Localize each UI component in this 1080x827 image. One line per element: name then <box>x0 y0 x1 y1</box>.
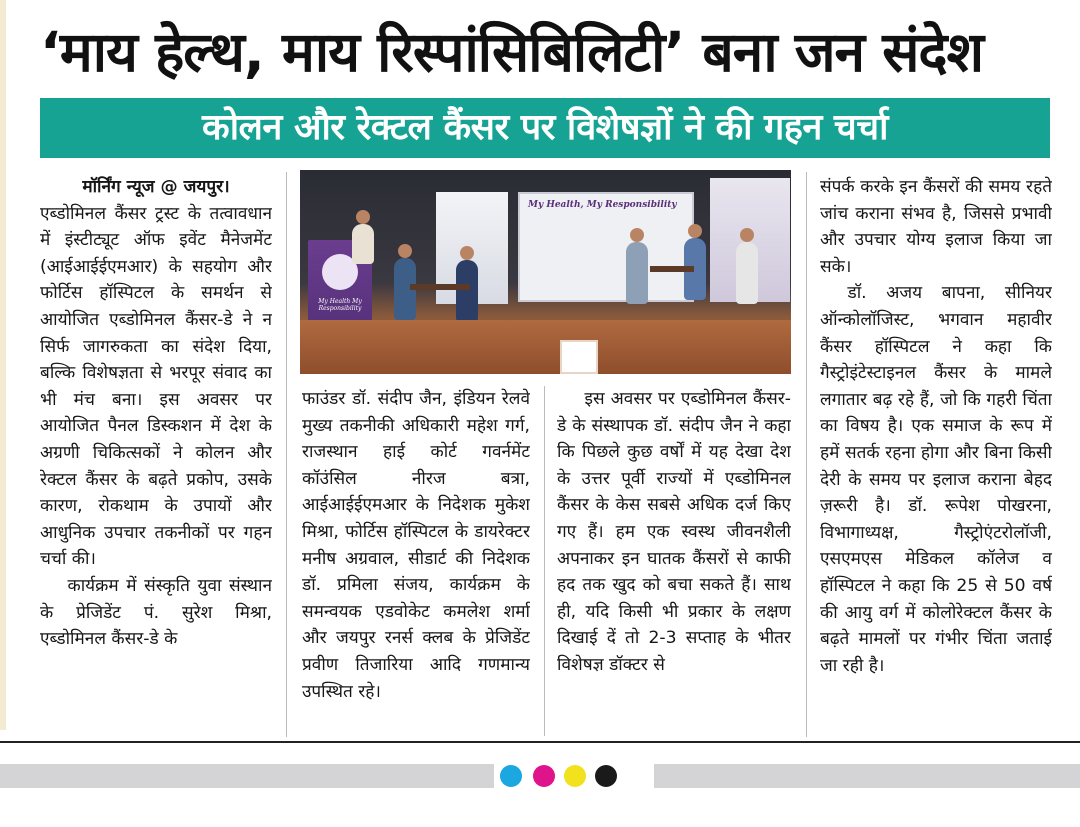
projector-screen <box>518 192 694 302</box>
panelist-head <box>740 228 754 242</box>
panelist <box>736 242 758 304</box>
article-column-3 <box>557 386 791 734</box>
column-divider <box>544 386 545 736</box>
event-photo <box>300 170 791 374</box>
article-paragraph: इस अवसर पर एब्डोमिनल कैंसर-डे के संस्थापक डॉ. संदीप जैन ने कहा कि पिछले कुछ वर्षों में यह देखा देश के उत्तर पूर्वी राज्यों में एब्डोमिनल कैंसर के केस सबसे अधिक दर्ज किए गए हैं। हम एक स्वस्थ जीवनशैली अपनाकर इन घातक कैंसरों से काफी हद तक खुद को बचा सकते हैं। साथ ही, यदि किसी भी प्रकार के लक्षण दिखाई दें तो 2-3 सप्ताह के भीतर विशेषज्ञ डॉक्टर से <box>557 389 791 675</box>
margin-rule <box>0 0 6 730</box>
column-divider <box>286 172 287 737</box>
stage-logo-icon <box>560 340 598 374</box>
article-paragraph: संपर्क करके इन कैंसरों की समय रहते जांच कराना संभव है, जिससे प्रभावी और उपचार योग्य इलाज किया जा सके। <box>820 177 1052 277</box>
cyan-registration-dot <box>500 765 522 787</box>
stage <box>300 320 791 374</box>
panel-table <box>650 266 694 272</box>
panel-table <box>410 284 470 290</box>
article-paragraph: एब्डोमिनल कैंसर ट्रस्ट के तत्वावधान में इंस्टीट्यूट ऑफ इवेंट मैनेजमेंट (आईआईईएमआर) के सहयोग और फोर्टिस हॉस्पिटल के समर्थन से आयोजित एब्डोमिनल कैंसर-डे ने न सिर्फ जागरुकता का संदेश दिया, बल्कि विशेषज्ञता से भरपूर संवाद का भी मंच बना। इस अवसर पर आयोजित पैनल डिस्कशन में देश के अग्रणी चिकित्सकों ने कोलन और रेक्टल कैंसर के बढ़ते प्रकोप, उसके कारण, रोकथाम के उपायों और आधुनिक उपचार तकनीकों पर गहन चर्चा की। <box>40 203 272 570</box>
panelist <box>626 242 648 304</box>
article-paragraph: कार्यक्रम में संस्कृति युवा संस्थान के प्रेजिडेंट पं. सुरेश मिश्रा, एब्डोमिनल कैंसर-डे के <box>40 575 272 650</box>
black-registration-dot <box>595 765 617 787</box>
panelist-head <box>630 228 644 242</box>
headline: ‘माय हेल्थ, माय रिस्पांसिबिलिटी’ बना जन संदेश <box>40 20 983 84</box>
speaker-head <box>356 210 370 224</box>
article-column-4 <box>820 174 1052 734</box>
subheadline-banner: कोलन और रेक्टल कैंसर पर विशेषज्ञों ने की गहन चर्चा <box>40 98 1050 158</box>
panelist <box>456 260 478 322</box>
column-divider <box>806 172 807 737</box>
screen-title: My Health, My Responsibility <box>528 200 677 210</box>
standee-text: My Health My Responsibility <box>318 298 362 312</box>
magenta-registration-dot <box>533 765 555 787</box>
dateline: मॉर्निंग न्यूज @ जयपुर। <box>82 177 230 197</box>
yellow-registration-dot <box>564 765 586 787</box>
print-strip-left <box>0 764 494 788</box>
article-column-2 <box>302 386 530 734</box>
page-bottom-rule <box>0 741 1080 743</box>
print-strip-right <box>654 764 1080 788</box>
panelist-head <box>460 246 474 260</box>
article-paragraph: डॉ. अजय बापना, सीनियर ऑन्कोलॉजिस्ट, भगवान महावीर कैंसर हॉस्पिटल ने कहा कि गैस्ट्रोइंटेस्टाइनल कैंसर के मामले लगातार बढ़ रहे हैं, जो कि गहरी चिंता का विषय है। एक समाज के रूप में हमें सतर्क रहना होगा और बिना किसी देरी के समय पर इलाज कराना बेहद ज़रूरी है। डॉ. रूपेश पोखरना, विभागाध्यक्ष, गैस्ट्रोएंटरोलॉजी, एसएमएस मेडिकल कॉलेज व हॉस्पिटल ने कहा कि 25 से 50 वर्ष की आयु वर्ग में कोलोरेक्टल कैंसर के बढ़ते मामलों पर गंभीर चिंता जताई जा रही है। <box>820 283 1052 676</box>
article-column-1 <box>40 174 272 734</box>
article-paragraph: फाउंडर डॉ. संदीप जैन, इंडियन रेलवे मुख्य तकनीकी अधिकारी महेश गर्ग, राजस्थान हाई कोर्ट गवर्नमेंट कॉउंसिल नीरज बत्रा, आईआईईएमआर के निदेशक मुकेश मिश्रा, फोर्टिस हॉस्पिटल के डायरेक्टर मनीष अग्रवाल, सीडार्ट की निदेशक डॉ. प्रमिला संजय, कार्यक्रम के समन्वयक एडवोकेट कमलेश शर्मा और जयपुर रनर्स क्लब के प्रेजिडेंट प्रवीण तिजारिया आदि गणमान्य उपस्थित रहे। <box>302 389 530 702</box>
panelist-head <box>688 224 702 238</box>
speaker <box>352 224 374 264</box>
panelist-head <box>398 244 412 258</box>
